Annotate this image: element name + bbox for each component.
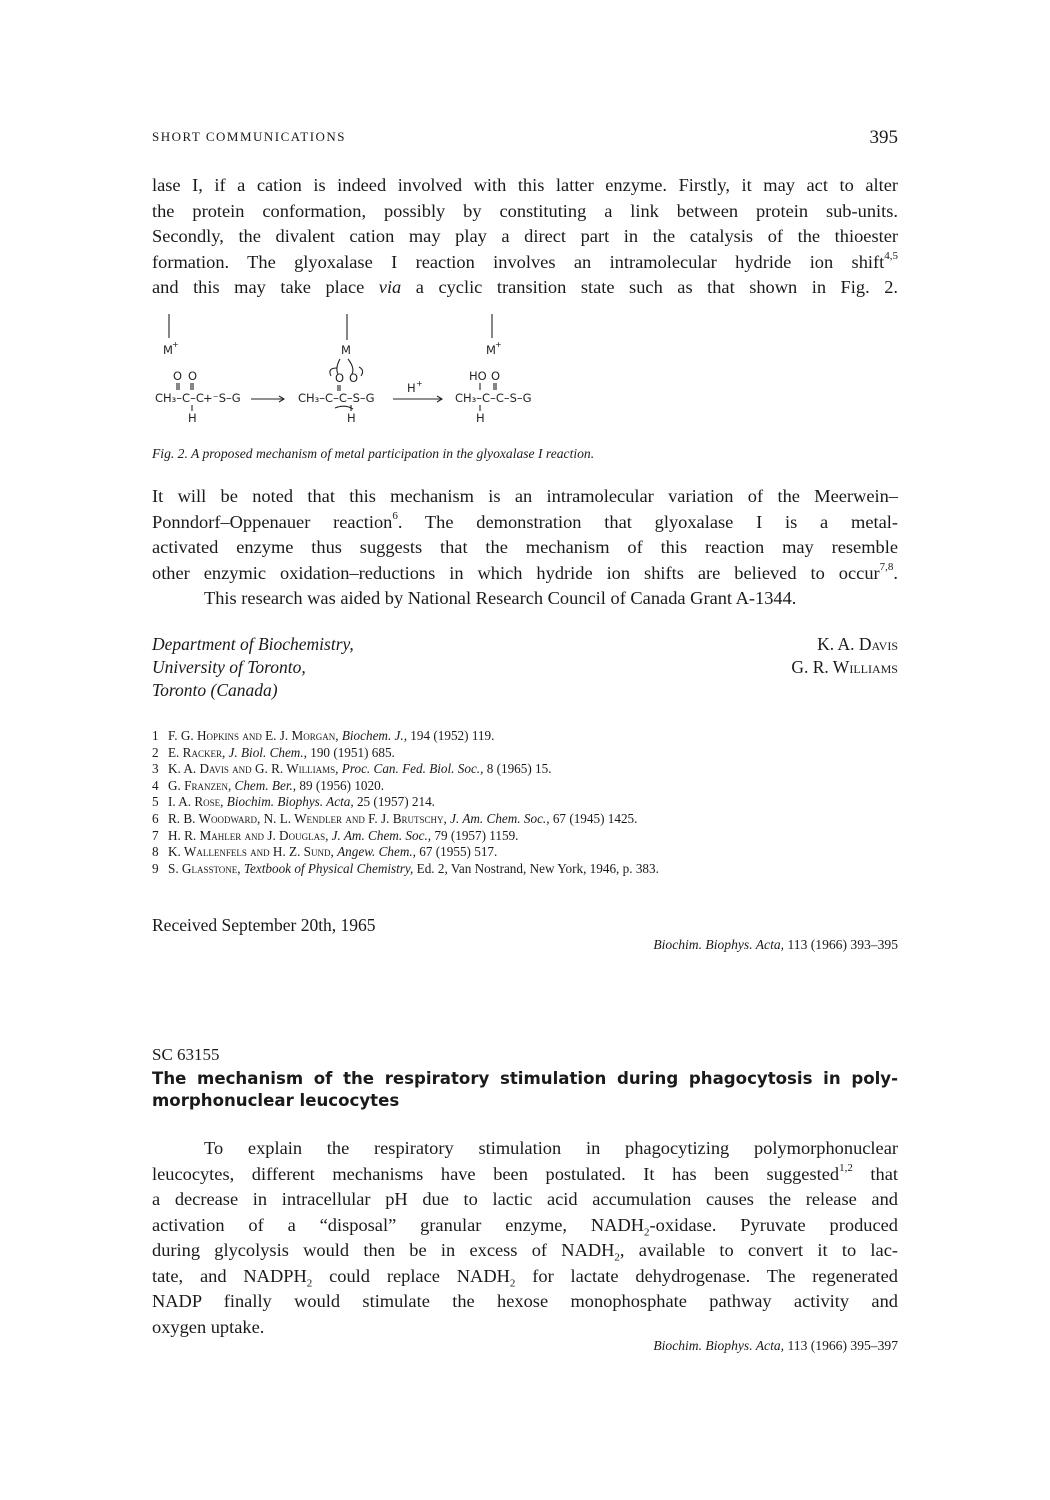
svg-text:CH₃–C–C–S–G: CH₃–C–C–S–G bbox=[298, 391, 375, 405]
svg-text:+⁻S–G: +⁻S–G bbox=[203, 391, 241, 405]
section-title: SHORT COMMUNICATIONS bbox=[152, 129, 347, 144]
svg-text:O: O bbox=[188, 369, 198, 383]
text-line: It will be noted that this mechanism is an intramolecular variation of the Meerwein– bbox=[152, 486, 898, 506]
reaction-scheme bbox=[155, 312, 575, 432]
product-structure bbox=[455, 314, 532, 425]
paragraph-1 bbox=[152, 173, 898, 301]
paragraph-2 bbox=[152, 484, 898, 612]
affiliation-line: Toronto (Canada) bbox=[152, 680, 278, 700]
svg-text:+: + bbox=[495, 340, 502, 349]
author-name: G. R. Williams bbox=[791, 657, 898, 677]
figure-caption: Fig. 2. A proposed mechanism of metal participation in the glyoxalase I reaction. bbox=[152, 446, 595, 461]
reference-item: 3 K. A. Davis and G. R. Williams, Proc. Can. Fed. Biol. Soc., 8 (1965) 15. bbox=[152, 761, 552, 777]
svg-text:CH₃–C–C–: CH₃–C–C– bbox=[155, 391, 210, 405]
reference-item: 9 S. Glasstone, Textbook of Physical Chemistry, Ed. 2, Van Nostrand, New York, 1946, p. 383. bbox=[152, 860, 659, 876]
reference-item: 1 F. G. Hopkins and E. J. Morgan, Biochem. J., 194 (1952) 119. bbox=[152, 728, 495, 743]
text-line: during glycolysis would then be in excess of $NADH_2$, available to convert it to lac- bbox=[152, 1240, 898, 1264]
citation-sup: 4,5 bbox=[884, 250, 898, 263]
text-line: leucocytes, different mechanisms have been postulated. It has been suggested$^{1,2}$ that bbox=[152, 1162, 898, 1184]
reference-item: 4 G. Franzen, Chem. Ber., 89 (1956) 1020. bbox=[152, 777, 385, 793]
affiliation-line: University of Toronto, bbox=[152, 657, 306, 677]
running-header bbox=[152, 127, 898, 151]
svg-text:O: O bbox=[335, 371, 345, 385]
article-code: SC 63155 bbox=[152, 1045, 220, 1064]
page-number: 395 bbox=[869, 127, 898, 148]
text-line: activation of a “disposal” granular enzyme, $NADH_2$-oxidase. Pyruvate produced bbox=[152, 1214, 898, 1239]
svg-text:O: O bbox=[173, 369, 183, 383]
svg-text:H: H bbox=[407, 381, 416, 395]
svg-text:H: H bbox=[188, 411, 197, 425]
article-title bbox=[152, 1068, 898, 1112]
text-line: tate, and $NADPH_2$ could replace $NADH_2$ for lactate dehydrogenase. The regenerated bbox=[152, 1265, 898, 1290]
citation-sup: 6 bbox=[392, 510, 398, 523]
citation-sup: 1,2 bbox=[839, 1162, 853, 1175]
title-line: morphonuclear leucocytes bbox=[152, 1091, 400, 1110]
svg-text:M: M bbox=[341, 343, 351, 357]
svg-text:+: + bbox=[416, 379, 423, 388]
reference-list bbox=[152, 728, 898, 877]
svg-text:CH₃–C–C–S–G: CH₃–C–C–S–G bbox=[455, 391, 532, 405]
reference-item: 6 R. B. Woodward, N. L. Wendler and F. J. Brutschy, J. Am. Chem. Soc., 67 (1945) 1425. bbox=[152, 810, 638, 826]
text-line: formation. The glyoxalase I reaction involves an intramolecular hydride ion shift$^{4,5}$ bbox=[152, 250, 898, 272]
text-line: activated enzyme thus suggests that the mechanism of this reaction may resemble bbox=[152, 537, 898, 557]
intermediate-structure bbox=[298, 314, 375, 425]
paragraph-3 bbox=[152, 1136, 898, 1340]
received-date: Received September 20th, 1965 bbox=[152, 915, 376, 935]
svg-text:O: O bbox=[349, 371, 359, 385]
reference-item: 8 K. Wallenfels and H. Z. Sund, Angew. Chem., 67 (1955) 517. bbox=[152, 844, 498, 860]
svg-text:H: H bbox=[347, 411, 356, 425]
reference-item: 5 I. A. Rose, Biochim. Biophys. Acta, 25 (1957) 214. bbox=[152, 794, 435, 810]
journal-citation: Biochim. Biophys. Acta, 113 (1966) 393–395 bbox=[653, 937, 898, 952]
authors bbox=[791, 633, 898, 679]
svg-text:O: O bbox=[491, 369, 501, 383]
citation-sup: 7,8 bbox=[879, 561, 894, 574]
text-line: Secondly, the divalent cation may play a direct part in the catalysis of the thioester bbox=[152, 226, 898, 246]
affiliation-line: Department of Biochemistry, bbox=[152, 634, 354, 654]
text-line: lase I, if a cation is indeed involved with this latter enzyme. Firstly, it may act to alter bbox=[152, 175, 898, 195]
text-line: and this may take place via a cyclic transition state such as that shown in Fig. 2. bbox=[152, 277, 898, 297]
text-line: To explain the respiratory stimulation in phagocytizing polymorphonuclear bbox=[204, 1138, 898, 1158]
author-name: K. A. Davis bbox=[817, 634, 898, 654]
text-line: the protein conformation, possibly by constituting a link between protein sub-units. bbox=[152, 200, 898, 221]
title-line: The mechanism of the respiratory stimulation during phagocytosis in poly- bbox=[152, 1069, 898, 1088]
text-line: NADP finally would stimulate the hexose monophosphate pathway activity and bbox=[152, 1291, 898, 1311]
journal-citation: Biochim. Biophys. Acta, 113 (1966) 395–397 bbox=[653, 1338, 898, 1353]
reactant-structure bbox=[155, 314, 241, 425]
affiliation bbox=[152, 633, 354, 702]
svg-text:H: H bbox=[476, 411, 485, 425]
text-line: other enzymic oxidation–reductions in which hydride ion shifts are believed to occur$^{7,8}$. bbox=[152, 561, 898, 583]
svg-text:M: M bbox=[163, 343, 173, 357]
text-line: a decrease in intracellular pH due to lactic acid accumulation causes the release and bbox=[152, 1189, 898, 1209]
svg-text:M: M bbox=[486, 343, 496, 357]
reference-item: 7 H. R. Mahler and J. Douglas, J. Am. Chem. Soc., 79 (1957) 1159. bbox=[152, 827, 519, 843]
svg-text:HO: HO bbox=[469, 369, 487, 383]
text-line: Ponndorf–Oppenauer reaction$^6$. The demonstration that glyoxalase I is a metal- bbox=[152, 510, 898, 532]
reference-item: 2 E. Racker, J. Biol. Chem., 190 (1951) 685. bbox=[152, 744, 395, 760]
svg-text:+: + bbox=[172, 340, 179, 349]
acknowledgement: This research was aided by National Research Council of Canada Grant A-1344. bbox=[204, 588, 797, 608]
text-line: oxygen uptake. bbox=[152, 1316, 265, 1337]
